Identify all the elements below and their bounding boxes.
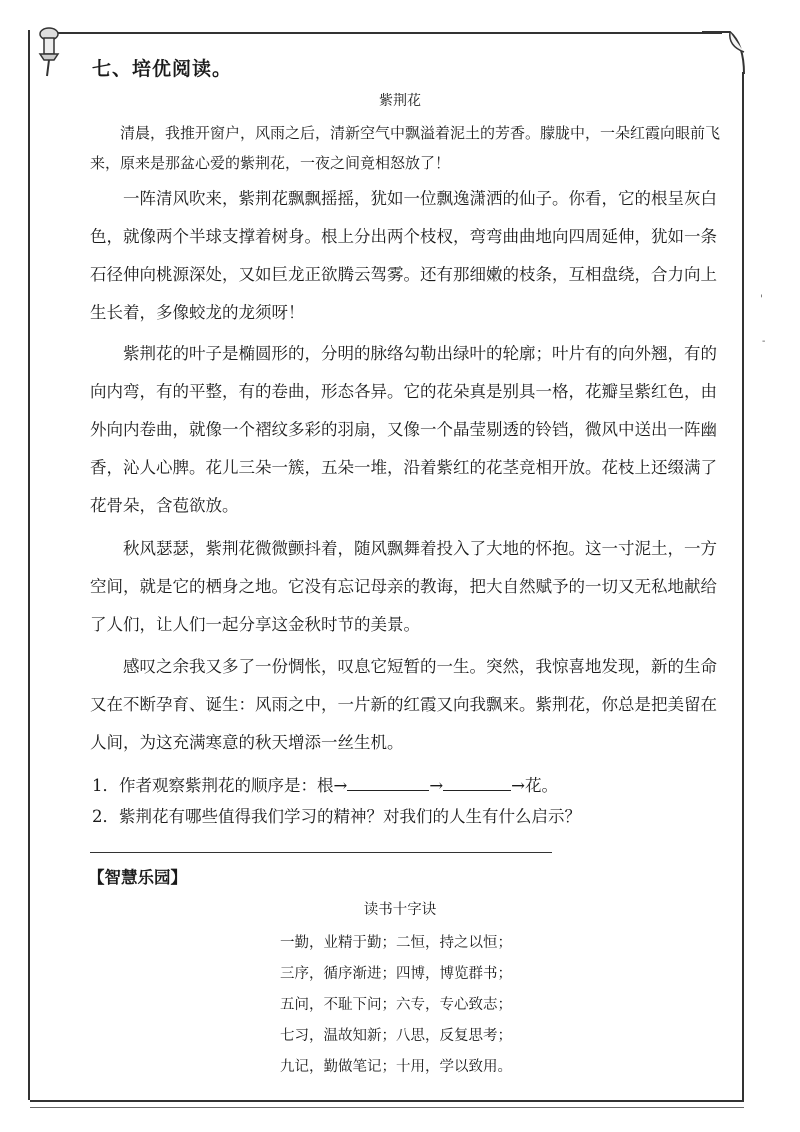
scan-speck: -	[762, 336, 766, 347]
paragraph-1: 清晨，我推开窗户，风雨之后，清新空气中飘溢着泥土的芳香。朦胧中，一朵红霞向眼前飞来，原来是那盆心爱的紫荆花，一夜之间竟相怒放了！	[90, 124, 721, 172]
answer-blank-1[interactable]	[347, 776, 429, 791]
answer-line[interactable]	[90, 852, 552, 853]
poem-lines	[280, 928, 512, 1083]
wisdom-heading: 【智慧乐园】	[88, 868, 187, 887]
page-border-top	[54, 32, 722, 34]
page-curl-icon	[700, 30, 746, 76]
poem-line: 三序，循序渐进；四博，博览群书；	[280, 966, 512, 982]
poem-title: 读书十字诀	[363, 902, 437, 918]
page-border-right	[742, 72, 744, 1102]
page-border-bottom	[30, 1100, 744, 1108]
poem-line: 五问，不耻下问；六专，专心致志；	[280, 997, 512, 1013]
section-title: 七、培优阅读。	[92, 58, 233, 80]
page-border-left	[28, 30, 30, 1100]
poem-line: 一勤，业精于勤；二恒，持之以恒；	[280, 935, 512, 951]
poem-line: 九记，勤做笔记；十用，学以致用。	[280, 1059, 512, 1075]
answer-blank-2[interactable]	[443, 776, 511, 791]
question-1-suffix: →花。	[511, 776, 558, 795]
paragraph-3: 紫荆花的叶子是椭圆形的，分明的脉络勾勒出绿叶的轮廓；叶片有的向外翘，有的向内弯，有的平整，有的卷曲，形态各异。它的花朵真是别具一格，花瓣呈紫红色，由外向内卷曲，就像一个褶纹多彩的羽扇，又像一个晶莹剔透的铃铛，微风中送出一阵幽香，沁人心脾。花儿三朵一簇，五朵一堆，沿着紫红的花茎竞相开放。花枝上还缀满了花骨朵，含苞欲放。	[90, 344, 717, 515]
question-1	[92, 772, 558, 796]
pushpin-icon	[34, 26, 64, 78]
question-2: 2．紫荆花有哪些值得我们学习的精神？对我们的人生有什么启示？	[92, 807, 581, 826]
scan-speck: '	[760, 294, 763, 305]
story-title: 紫荆花	[379, 93, 421, 109]
poem-line: 七习，温故知新；八思，反复思考；	[280, 1028, 512, 1044]
question-1-arrow: →	[429, 776, 444, 795]
paragraph-5: 感叹之余我又多了一份惆怅，叹息它短暂的一生。突然，我惊喜地发现，新的生命又在不断孕育、诞生：风雨之中，一片新的红霞又向我飘来。紫荆花，你总是把美留在人间，为这充满寒意的秋天增添一丝生机。	[90, 657, 717, 752]
paragraph-4: 秋风瑟瑟，紫荆花微微颤抖着，随风飘舞着投入了大地的怀抱。这一寸泥土，一方空间，就是它的栖身之地。它没有忘记母亲的教诲，把大自然赋予的一切又无私地献给了人们，让人们一起分享这金秋时节的美景。	[90, 539, 717, 634]
paragraph-2: 一阵清风吹来，紫荆花飘飘摇摇，犹如一位飘逸潇洒的仙子。你看，它的根呈灰白色，就像两个半球支撑着树身。根上分出两个枝杈，弯弯曲曲地向四周延伸，犹如一条石径伸向桃源深处，又如巨龙正欲腾云驾雾。还有那细嫩的枝条，互相盘绕，合力向上生长着，多像蛟龙的龙须呀！	[90, 189, 717, 322]
question-1-prefix: 1．作者观察紫荆花的顺序是：根→	[92, 776, 348, 795]
